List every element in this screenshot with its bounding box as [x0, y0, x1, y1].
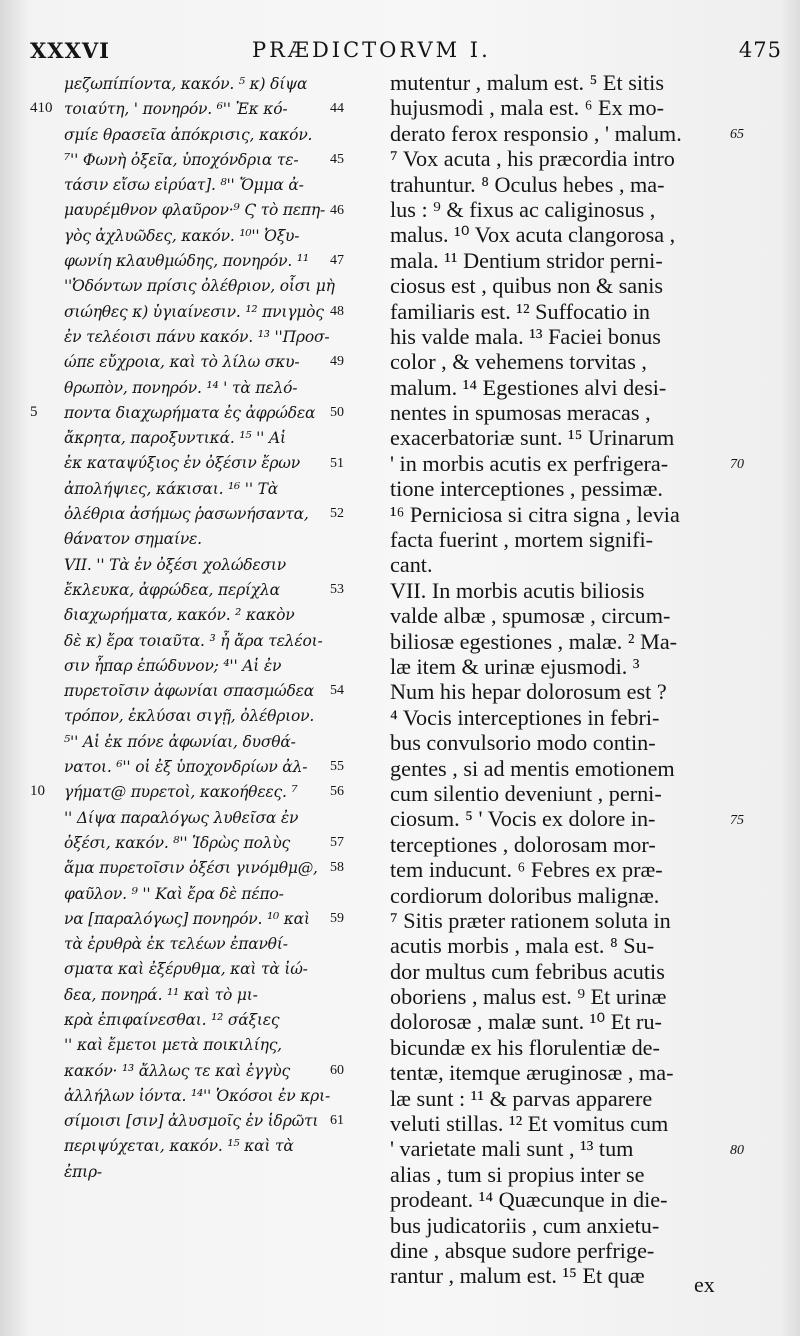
header-title: PRÆDICTORVM I. — [252, 38, 491, 62]
latin-line: mala. ¹¹ Dentium stridor perni- — [390, 247, 663, 273]
latin-line: rantur , malum est. ¹⁵ Et quæ — [390, 1263, 645, 1289]
greek-line: ἐν τελέοισι πάνυ κακόν. ¹³ ''Προσ- — [64, 327, 330, 346]
latin-line: ciosum. ⁵ ' Vocis ex dolore in- — [390, 806, 656, 832]
latin-line: mutentur , malum est. ⁵ Et sitis — [390, 70, 664, 95]
greek-line: τοιαύτη, ' πονηρόν. ⁶'' Ἐκ κό- — [64, 100, 288, 119]
latin-line-number: 75 — [730, 812, 744, 828]
latin-line: tem inducunt. ⁶ Febres ex præ- — [390, 857, 663, 883]
latin-line-number: 70 — [730, 457, 744, 472]
greek-line: ὀξέσι, κακόν. ⁸'' Ἱδρὼς πολὺς — [64, 833, 291, 852]
latin-line-number: 80 — [730, 1142, 744, 1158]
greek-line-number: 5 — [30, 403, 38, 420]
greek-line: ποντα διαχωρήματα ἐς ἀφρώδεα — [64, 403, 316, 422]
latin-line: alias , tum si propius inter se — [390, 1161, 645, 1187]
latin-line: nentes in spumosas meracas , — [390, 400, 651, 426]
greek-line: ἅμα πυρετοῖσιν ὀξέσι γινόμθμ@, — [64, 859, 318, 878]
latin-line-number: 65 — [730, 126, 744, 142]
latin-line: his valde mala. ¹³ Faciei bonus — [390, 323, 661, 349]
page-number: 475 — [738, 38, 782, 62]
latin-line: exacerbatoriæ sunt. ¹⁵ Urinarum — [390, 425, 675, 451]
latin-line: color , & vehemens torvitas , — [390, 349, 647, 375]
latin-line: facta fuerint , mortem signifi- — [390, 527, 654, 553]
latin-line: ' varietate mali sunt , ¹³ tum — [390, 1136, 634, 1162]
latin-line: ⁷ Sitis præter rationem soluta in — [390, 907, 671, 933]
latin-line: bus judicatoriis , cum anxietu- — [390, 1212, 660, 1238]
greek-line: τὰ ἐρυθρὰ ἐκ τελέων ἐπανθί- — [64, 935, 288, 954]
greek-line-number: 410 — [30, 100, 53, 117]
greek-line: περιψύχεται, κακόν. ¹⁵ καὶ τὰ — [64, 1137, 294, 1156]
greek-text-column — [64, 72, 386, 1185]
greek-line: ⁵'' Αἱ ἐκ πόνε ἀφωνίαι, δυσθά- — [64, 732, 296, 751]
greek-verse-number: 61 — [330, 1113, 344, 1129]
latin-text-column — [390, 70, 720, 1289]
greek-verse-number: 49 — [330, 354, 344, 370]
greek-line: ἐκ καταψύξιος ἐν ὀξέσιν ἔρων — [64, 454, 300, 473]
latin-line: cordiorum doloribus malignæ. — [390, 882, 660, 908]
latin-line: ⁷ Vox acuta , his præcordia intro — [390, 146, 675, 172]
greek-verse-number: 51 — [330, 455, 344, 471]
greek-verse-number: 45 — [330, 151, 344, 167]
greek-verse-number: 56 — [330, 784, 344, 800]
greek-line: ἐπιρ- — [64, 1162, 102, 1181]
greek-line: κρὰ ἐπιφαίνεσθαι. ¹² σάξιες — [64, 1010, 280, 1029]
latin-line: tentæ, itemque æruginosæ , ma- — [390, 1060, 674, 1086]
greek-line: τρόπον, ἐκλύσαι σιγῇ, ὀλέθριον. — [64, 707, 315, 726]
latin-line: Num his hepar dolorosum est ? — [390, 679, 667, 705]
latin-line: oboriens , malus est. ⁹ Et urinæ — [390, 984, 667, 1010]
greek-verse-number: 57 — [330, 835, 344, 850]
greek-line: νατοι. ⁶'' οἱ ἐξ ὑποχονδρίων ἀλ- — [64, 758, 308, 777]
greek-line: ἄκρητα, παροξυντικά. ¹⁵ '' Αἱ — [64, 429, 286, 448]
greek-line: μαυρέμθνον φλαῦρον·⁹ Ϛ τὸ πεπη- — [64, 201, 326, 220]
latin-line: ' in morbis acutis ex perfrigera- — [390, 450, 669, 476]
greek-line: σιν ἧπαρ ἐπώδυνον; ⁴'' Αἱ ἐν — [64, 656, 282, 675]
latin-line: bicundæ ex his florulentiæ de- — [390, 1034, 660, 1060]
latin-line: dor multus cum febribus acutis — [390, 958, 665, 984]
latin-line: VII. In morbis acutis biliosis — [390, 577, 645, 603]
latin-line: terceptiones , dolorosam mor- — [390, 831, 656, 857]
greek-line: σίμοισι [σιν] ἀλυσμοῖς ἐν ἱδρῶτι — [64, 1112, 319, 1131]
latin-line: tione interceptiones , pessimæ. — [390, 476, 663, 502]
latin-line: trahuntur. ⁸ Oculus hebes , ma- — [390, 171, 665, 197]
latin-line: læ sunt : ¹¹ & parvas apparere — [390, 1085, 653, 1111]
latin-line: acutis morbis , mala est. ⁸ Su- — [390, 933, 655, 959]
greek-line: σματα καὶ ἐξέρυθμα, καὶ τὰ ἰώ- — [64, 960, 308, 979]
latin-line: dine , absque sudore perfrige- — [390, 1237, 655, 1263]
latin-line: læ item & urinæ ejusmodi. ³ — [390, 653, 640, 679]
latin-line: dolorosæ , malæ sunt. ¹⁰ Et ru- — [390, 1009, 662, 1035]
greek-line: φωνίη κλαυθμώδης, πονηρόν. ¹¹ — [64, 252, 309, 271]
greek-line: ώπε εὔχροια, καὶ τὸ λίλω σκυ- — [64, 353, 300, 372]
greek-line: θρωπὸν, πονηρόν. ¹⁴ ' τὰ πελό- — [64, 378, 298, 397]
catchword: ex — [694, 1272, 715, 1297]
latin-line: ¹⁶ Perniciosa si citra signa , levia — [390, 501, 680, 527]
header-section-number: XXXVI — [30, 38, 110, 63]
greek-line: κακόν· ¹³ ἄλλως τε καὶ ἐγγὺς — [64, 1061, 290, 1080]
greek-line: ἔκλευκα, ἀφρώδεα, περίχλα — [64, 580, 280, 599]
latin-line: gentes , si ad mentis emotionem — [390, 755, 675, 781]
greek-line: VII. '' Τὰ ἐν ὀξέσι χολώδεσιν — [64, 555, 287, 574]
greek-line: πυρετοῖσιν ἀφωνίαι σπασμώδεα — [64, 682, 315, 701]
greek-line: δὲ κ) ἔρα τοιαῦτα. ³ ἦ ἄρα τελέοι- — [64, 631, 323, 650]
greek-line: φαῦλον. ⁹ '' Καὶ ἔρα δὲ πέπο- — [64, 884, 284, 903]
latin-line: familiaris est. ¹² Suffocatio in — [390, 298, 650, 324]
latin-line: bus convulsorio modo contin- — [390, 730, 656, 756]
greek-verse-number: 52 — [330, 506, 344, 522]
greek-verse-number: 55 — [330, 759, 344, 775]
latin-line: cant. — [390, 552, 433, 578]
greek-line: τάσιν εἴσω εἰρύατ]. ⁸'' Ὄμμα ἀ- — [64, 176, 304, 195]
latin-line: derato ferox responsio , ' malum. — [390, 120, 682, 146]
greek-verse-number: 58 — [330, 860, 344, 876]
greek-verse-number: 53 — [330, 582, 344, 597]
greek-verse-number: 50 — [330, 404, 344, 420]
greek-line: μεζωπίπίοντα, κακόν. ⁵ κ) δίψα — [64, 75, 308, 93]
greek-line: γὸς ἀχλυῶδες, κακόν. ¹⁰'' Ὀξυ- — [64, 226, 300, 245]
latin-line: ⁴ Vocis interceptiones in febri- — [390, 704, 660, 730]
latin-line: veluti stillas. ¹² Et vomitus cum — [390, 1111, 669, 1137]
greek-verse-number: 46 — [330, 202, 344, 218]
greek-line: δεα, πονηρά. ¹¹ καὶ τὸ μι- — [64, 985, 258, 1004]
latin-line: lus : ⁹ & fixus ac caliginosus , — [390, 196, 656, 222]
greek-line: διαχωρήματα, κακόν. ² κακὸν — [64, 606, 295, 625]
latin-line: malus. ¹⁰ Vox acuta clangorosa , — [390, 222, 676, 248]
greek-line: '' Δίψα παραλόγως λυθεῖσα ἐν — [64, 808, 299, 827]
latin-line: valde albæ , spumosæ , circum- — [390, 603, 671, 629]
greek-line: ''Ὀδόντων πρίσις ὀλέθριον, οἷσι μὴ — [64, 277, 335, 296]
greek-verse-number: 60 — [330, 1062, 344, 1078]
latin-line: hujusmodi , mala est. ⁶ Ex mo- — [390, 95, 664, 121]
greek-verse-number: 47 — [330, 253, 344, 269]
latin-line: cum silentio deveniunt , perni- — [390, 780, 662, 806]
greek-line: σμίε θρασεῖα ἀπόκρισις, κακόν. — [64, 125, 313, 144]
greek-line: ἀλλήλων ἰόντα. ¹⁴'' Ὁκόσοι ἐν κρι- — [64, 1086, 331, 1105]
greek-line: ἀπολήψιες, κάκισαι. ¹⁶ '' Τὰ — [64, 479, 279, 498]
greek-verse-number: 44 — [330, 101, 344, 117]
greek-line: γήματ@ πυρετοὶ, κακοήθεες. ⁷ — [64, 783, 298, 802]
greek-line: να [παραλόγως] πονηρόν. ¹⁰ καὶ — [64, 909, 310, 928]
latin-line: malum. ¹⁴ Egestiones alvi desi- — [390, 374, 667, 400]
latin-line: ciosus est , quibus non & sanis — [390, 273, 664, 299]
greek-line: θάνατον σημαίνε. — [64, 530, 202, 549]
greek-line: '' καὶ ἔμετοι μετὰ ποικιλίης, — [64, 1036, 282, 1055]
greek-line: σιώηθες κ) ὑγιαίνεσιν. ¹² πνιγμὸς — [64, 302, 324, 321]
latin-line: prodeant. ¹⁴ Quæcunque in die- — [390, 1187, 668, 1213]
greek-line-number: 10 — [30, 783, 45, 800]
greek-verse-number: 54 — [330, 683, 344, 699]
greek-verse-number: 59 — [330, 910, 344, 926]
latin-line: biliosæ egestiones , malæ. ² Ma- — [390, 628, 678, 654]
running-header — [30, 38, 782, 70]
greek-line: ⁷'' Φωνὴ ὀξεῖα, ὑποχόνδρια τε- — [64, 150, 299, 169]
greek-line: ὀλέθρια ἀσήμως ῥασωνήσαντα, — [64, 505, 309, 524]
greek-verse-number: 48 — [330, 303, 344, 319]
